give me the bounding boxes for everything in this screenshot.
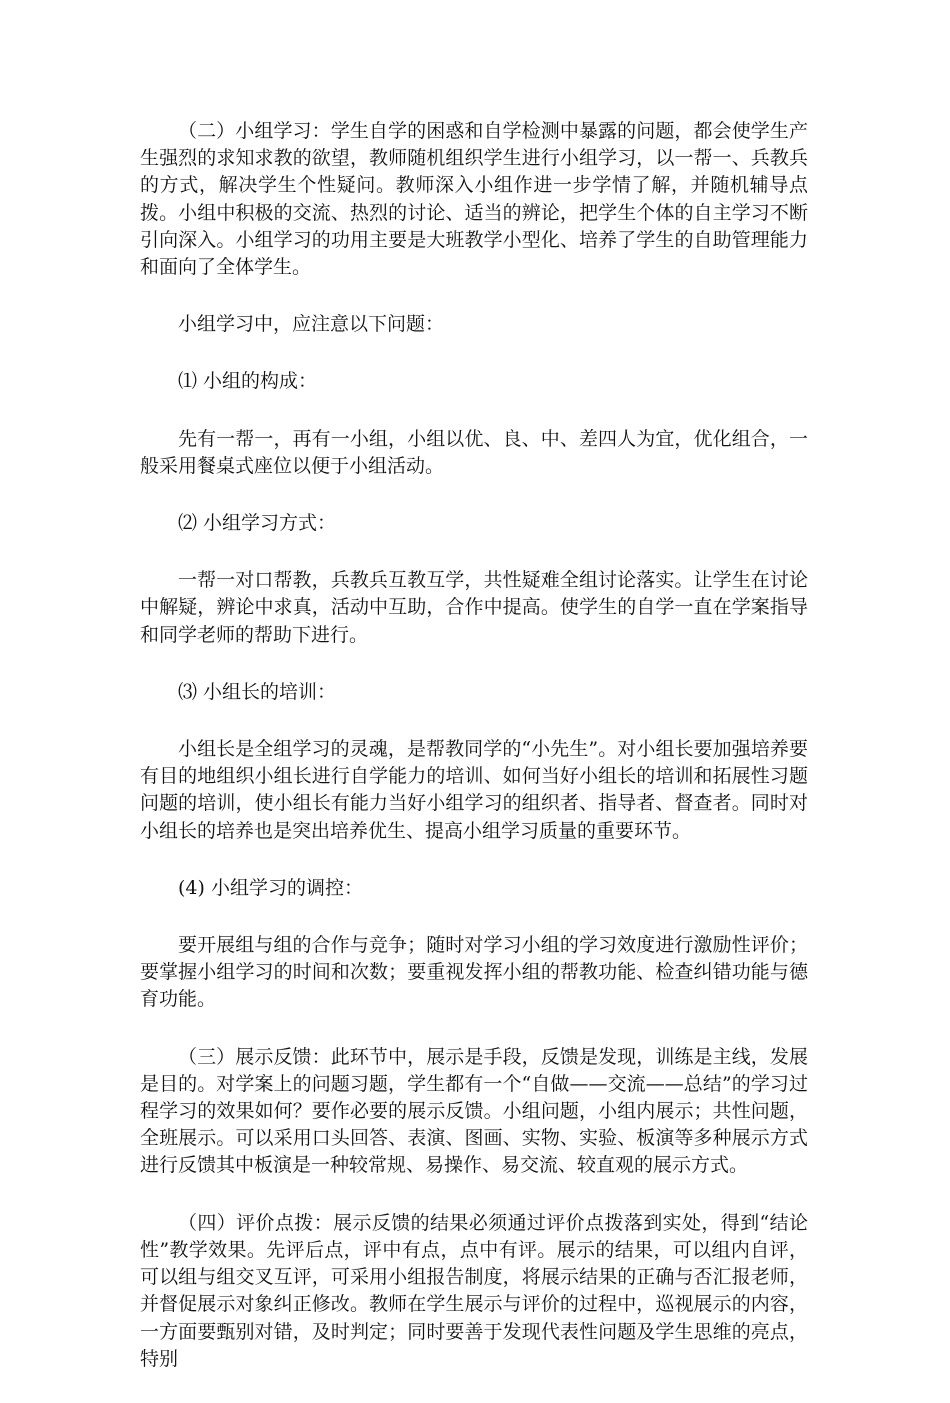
heading-group-study-control: (4) 小组学习的调控： — [178, 876, 363, 899]
heading-group-leader-training: ⑶ 小组长的培训： — [178, 680, 337, 703]
paragraph-group-study-control: 要开展组与组的合作与竞争；随时对学习小组的学习效度进行激励性评价；要掌握小组学习的时间和次数；要重视发挥小组的帮教功能、检查纠错功能与德育功能。 — [140, 934, 808, 1011]
document-body — [140, 118, 808, 1403]
paragraph-group-study: （二）小组学习：学生自学的困惑和自学检测中暴露的问题，都会使学生产生强烈的求知求教的欲望，教师随机组织学生进行小组学习，以一帮一、兵教兵的方式，解决学生个性疑问。教师深入小组作进一步学情了解，并随机辅导点拨。小组中积极的交流、热烈的讨论、适当的辨论，把学生个体的自主学习不断引向深入。小组学习的功用主要是大班教学小型化、培养了学生的自助管理能力和面向了全体学生。 — [140, 120, 808, 279]
paragraph-group-leader-training: 小组长是全组学习的灵魂，是帮教同学的“小先生”。对小组长要加强培养要有目的地组织小组长进行自学能力的培训、如何当好小组长的培训和拓展性习题问题的培训，使小组长有能力当好小组学习的组织者、指导者、督查者。同时对小组长的培养也是突出培养优生、提高小组学习质量的重要环节。 — [140, 738, 808, 842]
heading-group-study-method: ⑵ 小组学习方式： — [178, 512, 337, 535]
paragraph-group-composition: 先有一帮一，再有一小组，小组以优、良、中、差四人为宜，优化组合，一般采用餐桌式座位以便于小组活动。 — [140, 427, 808, 477]
paragraph-evaluation-guidance: （四）评价点拨：展示反馈的结果必须通过评价点拨落到实处，得到“结论性”教学效果。先评后点，评中有点，点中有评。展示的结果，可以组内自评，可以组与组交叉互评，可采用小组报告制度，将展示结果的正确与否汇报老师，并督促展示对象纠正修改。教师在学生展示与评价的过程中，巡视展示的内容，一方面要甄别对错，及时判定；同时要善于发现代表性问题及学生思维的亮点，特别 — [140, 1211, 808, 1370]
paragraph-group-study-method: 一帮一对口帮教，兵教兵互教互学，共性疑难全组讨论落实。让学生在讨论中解疑，辨论中求真，活动中互助，合作中提高。使学生的自学一直在学案指导和同学老师的帮助下进行。 — [140, 569, 808, 646]
heading-group-composition: ⑴ 小组的构成： — [178, 370, 318, 393]
paragraph-display-feedback: （三）展示反馈：此环节中，展示是手段，反馈是发现，训练是主线，发展是目的。对学案上的问题习题，学生都有一个“自做——交流——总结”的学习过程学习的效果如何？要作必要的展示反馈。小组问题，小组内展示；共性问题，全班展示。可以采用口头回答、表演、图画、实物、实验、板演等多种展示方式进行反馈其中板演是一种较常规、易操作、易交流、较直观的展示方式。 — [140, 1045, 808, 1177]
paragraph-attention-intro: 小组学习中，应注意以下问题： — [178, 313, 445, 336]
